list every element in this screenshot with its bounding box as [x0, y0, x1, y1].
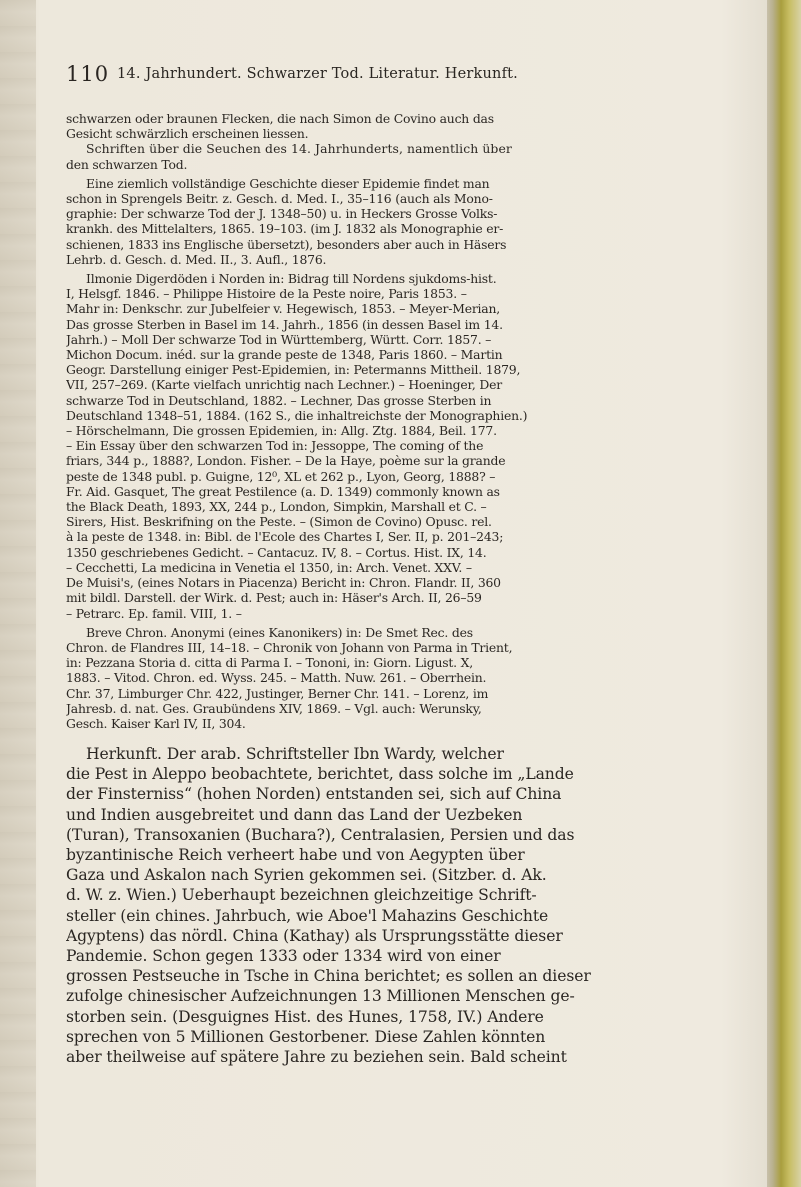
text-line: grossen Pestseuche in Tsche in China berichtet; es sollen an dieser [66, 967, 591, 986]
literature-section [66, 111, 714, 731]
running-head: 14. Jahrhundert. Schwarzer Tod. Literatur. Herkunft. [117, 66, 518, 82]
text-line: sprechen von 5 Millionen Gestorbener. Diese Zahlen könnten [66, 1027, 546, 1046]
origin-section [66, 744, 714, 1067]
text-line: friars, 344 p., 1888?, London. Fisher. – De la Haye, poème sur la grande [66, 453, 506, 469]
text-line: Ilmonie Digerdöden i Norden in: Bidrag till Nordens sjukdoms-hist. [86, 271, 497, 287]
text-line: 1883. – Vitod. Chron. ed. Wyss. 245. – Matth. Nuw. 261. – Oberrhein. [66, 670, 487, 686]
text-line: the Black Death, 1893, XX, 244 p., London, Simpkin, Marshall et C. – [66, 499, 487, 515]
page-header [66, 62, 706, 92]
text-line: zufolge chinesischer Aufzeichnungen 13 Millionen Menschen ge- [66, 987, 575, 1006]
text-line: Michon Docum. inéd. sur la grande peste de 1348, Paris 1860. – Martin [66, 347, 503, 363]
text-line: Geogr. Darstellung einiger Pest-Epidemien, in: Petermanns Mittheil. 1879, [66, 362, 521, 378]
text-line: schwarzen oder braunen Flecken, die nach Simon de Covino auch das [66, 111, 494, 126]
text-line: – Cecchetti, La medicina in Venetia el 1350, in: Arch. Venet. XXV. – [66, 559, 472, 575]
text-line: krankh. des Mittelalters, 1865. 19–103. (im J. 1832 als Monographie er- [66, 221, 504, 237]
page-left-shadow [0, 0, 36, 1187]
text-line: – Petrarc. Ep. famil. VIII, 1. – [66, 605, 242, 621]
text-line: in: Pezzana Storia d. citta di Parma I. – Tononi, in: Giorn. Ligust. X, [66, 655, 474, 671]
text-line: Gesicht schwärzlich erscheinen liessen. [66, 126, 309, 142]
section-heading-line: Herkunft. Der arab. Schriftsteller Ibn Wardy, welcher [86, 745, 504, 763]
text-line: Pandemie. Schon gegen 1333 oder 1334 wird von einer [66, 947, 501, 966]
text-line: Gaza und Askalon nach Syrien gekommen sei. (Sitzber. d. Ak. [66, 866, 547, 885]
text-line: Jahrh.) – Moll Der schwarze Tod in Württemberg, Württ. Corr. 1857. – [66, 331, 492, 347]
text-line: Chron. de Flandres III, 14–18. – Chronik von Johann von Parma in Trient, [66, 639, 513, 655]
text-line: steller (ein chines. Jahrbuch, wie Aboe'l Mahazins Geschichte [66, 906, 549, 925]
text-line: peste de 1348 publ. p. Guigne, 12⁰, XL et 262 p., Lyon, Georg, 1888? – [66, 468, 496, 484]
page-number: 110 [66, 62, 110, 86]
text-line: Sirers, Hist. Beskrifning on the Peste. – (Simon de Covino) Opusc. rel. [66, 514, 492, 530]
text-line: à la peste de 1348. in: Bibl. de l'Ecole des Chartes I, Ser. II, p. 201–243; [66, 529, 504, 545]
text-line: Breve Chron. Anonymi (eines Kanonikers) in: De Smet Rec. des [86, 624, 473, 640]
text-line: Eine ziemlich vollständige Geschichte dieser Epidemie findet man [86, 175, 490, 191]
text-line: Fr. Aid. Gasquet, The great Pestilence (a. D. 1349) commonly known as [66, 483, 500, 499]
text-line: schwarze Tod in Deutschland, 1882. – Lechner, Das grosse Sterben in [66, 392, 492, 408]
text-line: storben sein. (Desguignes Hist. des Hunes, 1758, IV.) Andere [66, 1007, 544, 1026]
text-line: Mahr in: Denkschr. zur Jubelfeier v. Hegewisch, 1853. – Meyer-Merian, [66, 301, 501, 317]
text-line: Agyptens) das nördl. China (Kathay) als Ursprungsstätte dieser [66, 926, 563, 945]
text-line: die Pest in Aleppo beobachtete, berichtet, dass solche im „Lande [66, 765, 574, 784]
text-line: der Finsterniss“ (hohen Norden) entstanden sei, sich auf China [66, 785, 562, 804]
text-line: I, Helsgf. 1846. – Philippe Histoire de la Peste noire, Paris 1853. – [66, 286, 467, 302]
section-heading-line: Schriften über die Seuchen des 14. Jahrhunderts, namentlich über [86, 141, 512, 157]
text-line: VII, 257–269. (Karte vielfach unrichtig nach Lechner.) – Hoeninger, Der [66, 377, 502, 393]
page-binding-edge [767, 0, 801, 1187]
text-line: schienen, 1833 ins Englische übersetzt), besonders aber auch in Häsers [66, 236, 507, 252]
text-line: – Hörschelmann, Die grossen Epidemien, in: Allg. Ztg. 1884, Beil. 177. [66, 423, 497, 439]
text-line: Chr. 37, Limburger Chr. 422, Justinger, Berner Chr. 141. – Lorenz, im [66, 685, 489, 701]
text-line: 1350 geschriebenes Gedicht. – Cantacuz. IV, 8. – Cortus. Hist. IX, 14. [66, 544, 487, 560]
text-line: Gesch. Kaiser Karl IV, II, 304. [66, 715, 246, 731]
text-line: – Ein Essay über den schwarzen Tod in: Jessoppe, The coming of the [66, 438, 484, 454]
text-line: byzantinische Reich verheert habe und von Aegypten über [66, 846, 525, 865]
text-line: Das grosse Sterben in Basel im 14. Jahrh., 1856 (in dessen Basel im 14. [66, 316, 503, 332]
text-line: mit bildl. Darstell. der Wirk. d. Pest; auch in: Häser's Arch. II, 26–59 [66, 590, 482, 606]
text-line: den schwarzen Tod. [66, 156, 188, 172]
text-line: schon in Sprengels Beitr. z. Gesch. d. Med. I., 35–116 (auch als Mono- [66, 191, 493, 207]
text-line: Lehrb. d. Gesch. d. Med. II., 3. Aufl., 1876. [66, 251, 327, 267]
text-line: d. W. z. Wien.) Ueberhaupt bezeichnen gleichzeitige Schrift- [66, 886, 537, 905]
text-line: Jahresb. d. nat. Ges. Graubündens XIV, 1869. – Vgl. auch: Werunsky, [66, 700, 482, 716]
text-line: graphie: Der schwarze Tod der J. 1348–50) u. in Heckers Grosse Volks- [66, 206, 498, 222]
text-line: De Muisi's, (eines Notars in Piacenza) Bericht in: Chron. Flandr. II, 360 [66, 575, 501, 591]
text-line: (Turan), Transoxanien (Buchara?), Centralasien, Persien und das [66, 825, 575, 844]
text-line: aber theilweise auf spätere Jahre zu beziehen sein. Bald scheint [66, 1048, 567, 1067]
text-line: Deutschland 1348–51, 1884. (162 S., die inhaltreichste der Monographien.) [66, 407, 528, 423]
text-line: und Indien ausgebreitet und dann das Land der Uezbeken [66, 805, 523, 824]
